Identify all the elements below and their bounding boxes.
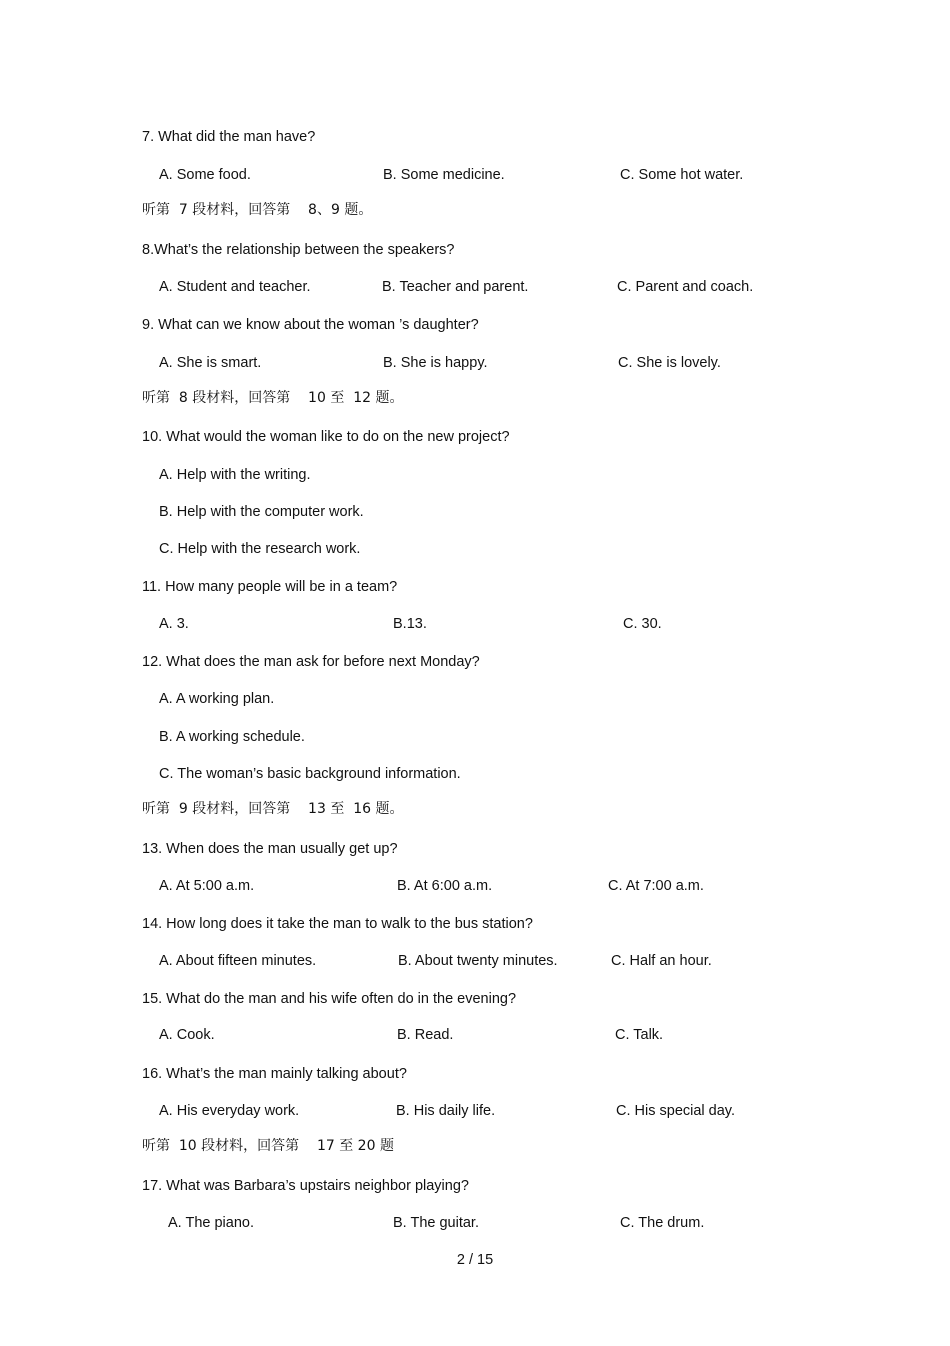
option-12c: C. The woman’s basic background information. bbox=[159, 766, 461, 782]
option-8c: C. Parent and coach. bbox=[617, 279, 754, 295]
section-10-heading: 听第 10 段材料，回答第 17 至 20 题 bbox=[142, 1138, 394, 1154]
question-7: 7. What did the man have? bbox=[142, 129, 316, 145]
option-15b: B. Read. bbox=[397, 1027, 454, 1043]
question-9: 9. What can we know about the woman ’s daughter? bbox=[142, 317, 479, 333]
option-13b: B. At 6:00 a.m. bbox=[397, 878, 493, 894]
question-11: 11. How many people will be in a team? bbox=[142, 579, 398, 595]
question-15: 15. What do the man and his wife often do in the evening? bbox=[142, 991, 517, 1007]
option-7a: A. Some food. bbox=[159, 167, 251, 183]
question-10: 10. What would the woman like to do on the new project? bbox=[142, 429, 510, 445]
option-9b: B. She is happy. bbox=[383, 355, 488, 371]
section-8-heading: 听第 8 段材料，回答第 10 至 12 题。 bbox=[142, 390, 404, 406]
option-13a: A. At 5:00 a.m. bbox=[159, 878, 255, 894]
option-14a: A. About fifteen minutes. bbox=[159, 953, 317, 969]
option-17a: A. The piano. bbox=[168, 1215, 254, 1231]
option-17b: B. The guitar. bbox=[393, 1215, 479, 1231]
option-7b: B. Some medicine. bbox=[383, 167, 505, 183]
option-8a: A. Student and teacher. bbox=[159, 279, 311, 295]
option-13c: C. At 7:00 a.m. bbox=[608, 878, 704, 894]
section-9-heading: 听第 9 段材料，回答第 13 至 16 题。 bbox=[142, 801, 404, 817]
section-7-heading: 听第 7 段材料，回答第 8、9 题。 bbox=[142, 202, 373, 218]
option-10c: C. Help with the research work. bbox=[159, 541, 361, 557]
option-7c: C. Some hot water. bbox=[620, 167, 744, 183]
option-9a: A. She is smart. bbox=[159, 355, 262, 371]
option-12a: A. A working plan. bbox=[159, 691, 275, 707]
question-14: 14. How long does it take the man to walk to the bus station? bbox=[142, 916, 533, 932]
option-8b: B. Teacher and parent. bbox=[382, 279, 529, 295]
question-12: 12. What does the man ask for before next Monday? bbox=[142, 654, 480, 670]
option-14b: B. About twenty minutes. bbox=[398, 953, 558, 969]
option-12b: B. A working schedule. bbox=[159, 729, 305, 745]
option-17c: C. The drum. bbox=[620, 1215, 705, 1231]
option-10b: B. Help with the computer work. bbox=[159, 504, 364, 520]
page-number: 2 / 15 bbox=[456, 1252, 494, 1268]
option-15a: A. Cook. bbox=[159, 1027, 215, 1043]
question-13: 13. When does the man usually get up? bbox=[142, 841, 398, 857]
option-16a: A. His everyday work. bbox=[159, 1103, 300, 1119]
question-8: 8.What’s the relationship between the speakers? bbox=[142, 242, 455, 258]
question-17: 17. What was Barbara’s upstairs neighbor playing? bbox=[142, 1178, 469, 1194]
option-10a: A. Help with the writing. bbox=[159, 467, 311, 483]
option-14c: C. Half an hour. bbox=[611, 953, 712, 969]
question-16: 16. What’s the man mainly talking about? bbox=[142, 1066, 407, 1082]
option-16c: C. His special day. bbox=[616, 1103, 735, 1119]
option-15c: C. Talk. bbox=[615, 1027, 664, 1043]
option-11a: A. 3. bbox=[159, 616, 189, 632]
option-9c: C. She is lovely. bbox=[618, 355, 721, 371]
option-11c: C. 30. bbox=[623, 616, 662, 632]
option-16b: B. His daily life. bbox=[396, 1103, 496, 1119]
option-11b: B.13. bbox=[393, 616, 427, 632]
